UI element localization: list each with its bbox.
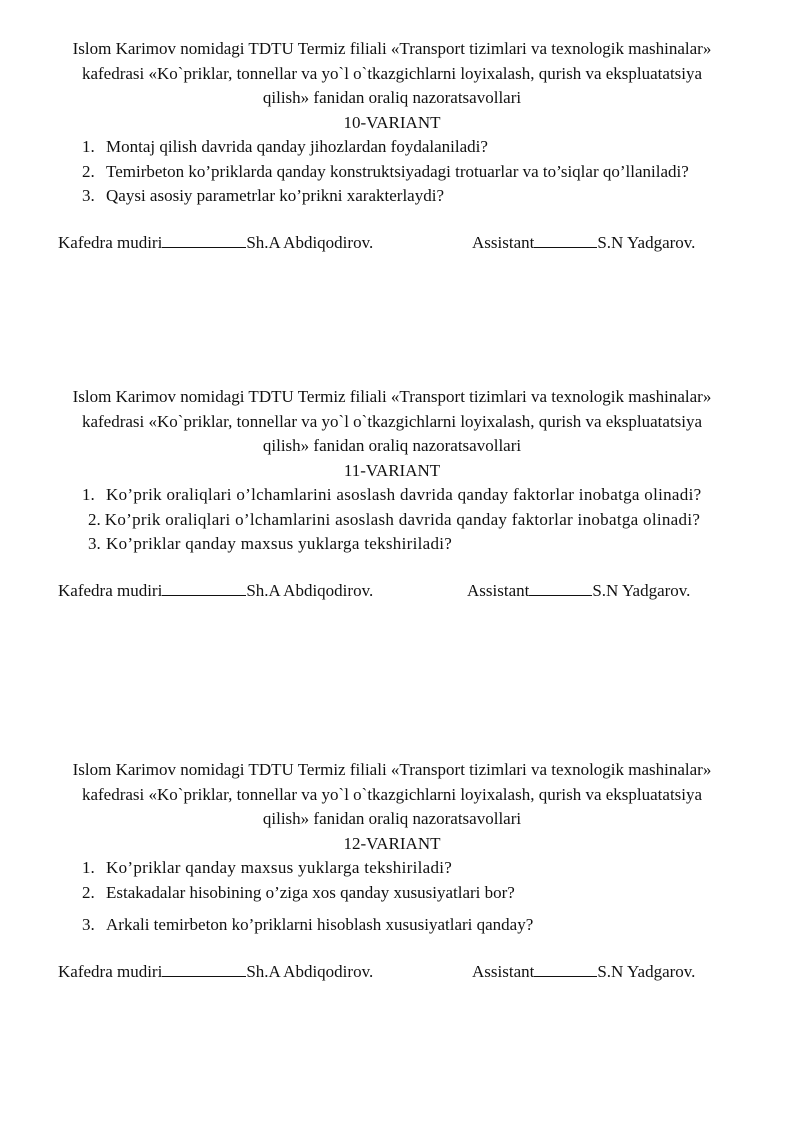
question-list [58, 135, 726, 209]
signature-line [162, 231, 246, 248]
question-number: 1. [82, 137, 95, 156]
signature-line [162, 960, 246, 977]
department-head-signature [58, 231, 373, 256]
signature-line [534, 960, 597, 977]
question-number: 2. [82, 882, 95, 902]
question-list [58, 483, 726, 557]
assistant-label: Assistant [472, 961, 535, 981]
department-head-label: Kafedra mudiri [58, 580, 163, 600]
signature-line [529, 579, 592, 596]
question-item [58, 483, 726, 508]
question-number: 3. [82, 186, 95, 205]
assistant-name: S.N Yadgarov. [597, 232, 696, 252]
signature-row [58, 579, 726, 603]
signature-row [58, 231, 726, 255]
question-item [58, 160, 726, 185]
signature-row [58, 960, 726, 984]
question-item [58, 856, 726, 881]
variant-block-12 [58, 758, 726, 984]
assistant-label: Assistant [467, 580, 530, 600]
assistant-signature [472, 960, 695, 985]
signature-line [162, 579, 246, 596]
department-head-name: Sh.A Abdiqodirov. [246, 961, 374, 981]
question-number: 2. [82, 161, 95, 181]
assistant-signature [472, 231, 695, 256]
department-head-signature [58, 960, 373, 985]
question-number: 3. [88, 534, 101, 553]
question-text: Temirbeton ko’priklarda qanday konstruktsiyadagi trotuarlar va to’siqlar qo’llaniladi? [106, 161, 689, 181]
question-item [58, 508, 726, 533]
question-number: 1. [82, 485, 95, 504]
question-number: 2. [88, 509, 101, 529]
block-heading: Islom Karimov nomidagi TDTU Termiz filiali «Transport tizimlari va texnologik mashinalar» kafedrasi «Ko`priklar, tonnellar va yo`l o`tkazgichlarni loyixalash, qurish va ekspluatatsiya qilish» fanidan oraliq nazoratsavollari [72, 39, 712, 107]
question-text: Ko’prik oraliqlari o’lchamlarini asoslash davrida qanday faktorlar inobatga olinadi? [104, 509, 701, 529]
department-head-signature [58, 579, 373, 604]
assistant-name: S.N Yadgarov. [592, 580, 691, 600]
variant-title: 11-VARIANT [343, 460, 441, 480]
question-item [58, 532, 726, 557]
variant-block-10 [58, 37, 726, 255]
assistant-signature [467, 579, 690, 604]
block-heading: Islom Karimov nomidagi TDTU Termiz filiali «Transport tizimlari va texnologik mashinalar» kafedrasi «Ko`priklar, tonnellar va yo`l o`tkazgichlarni loyixalash, qurish va ekspluatatsiya qilish» fanidan oraliq nazoratsavollari [72, 760, 712, 828]
question-text: Ko’prik oraliqlari o’lchamlarini asoslash davrida qanday faktorlar inobatga olinadi? [106, 485, 702, 504]
department-head-label: Kafedra mudiri [58, 232, 163, 252]
question-text: Ko’priklar qanday maxsus yuklarga tekshiriladi? [106, 534, 453, 553]
assistant-name: S.N Yadgarov. [597, 961, 696, 981]
question-list [58, 856, 726, 938]
block-heading: Islom Karimov nomidagi TDTU Termiz filiali «Transport tizimlari va texnologik mashinalar» kafedrasi «Ko`priklar, tonnellar va yo`l o`tkazgichlarni loyixalash, qurish va ekspluatatsiya qilish» fanidan oraliq nazoratsavollari [72, 387, 712, 455]
department-head-label: Kafedra mudiri [58, 961, 163, 981]
department-head-name: Sh.A Abdiqodirov. [246, 580, 374, 600]
variant-title: 12-VARIANT [343, 833, 441, 853]
assistant-label: Assistant [472, 232, 535, 252]
question-text: Arkali temirbeton ko’priklarni hisoblash xususiyatlari qanday? [106, 915, 534, 934]
question-item [58, 135, 726, 160]
question-text: Montaj qilish davrida qanday jihozlardan foydalaniladi? [106, 137, 488, 156]
variant-block-11 [58, 385, 726, 603]
question-item [58, 184, 726, 209]
question-text: Estakadalar hisobining o’ziga xos qanday xususiyatlari bor? [106, 882, 515, 902]
question-item [58, 881, 726, 906]
variant-title: 10-VARIANT [343, 112, 441, 132]
question-text: Ko’priklar qanday maxsus yuklarga tekshiriladi? [106, 858, 453, 877]
question-item [58, 913, 726, 938]
department-head-name: Sh.A Abdiqodirov. [246, 232, 374, 252]
question-number: 3. [82, 915, 95, 934]
question-number: 1. [82, 858, 95, 877]
question-text: Qaysi asosiy parametrlar ko’prikni xarakterlaydi? [106, 186, 444, 205]
signature-line [534, 231, 597, 248]
